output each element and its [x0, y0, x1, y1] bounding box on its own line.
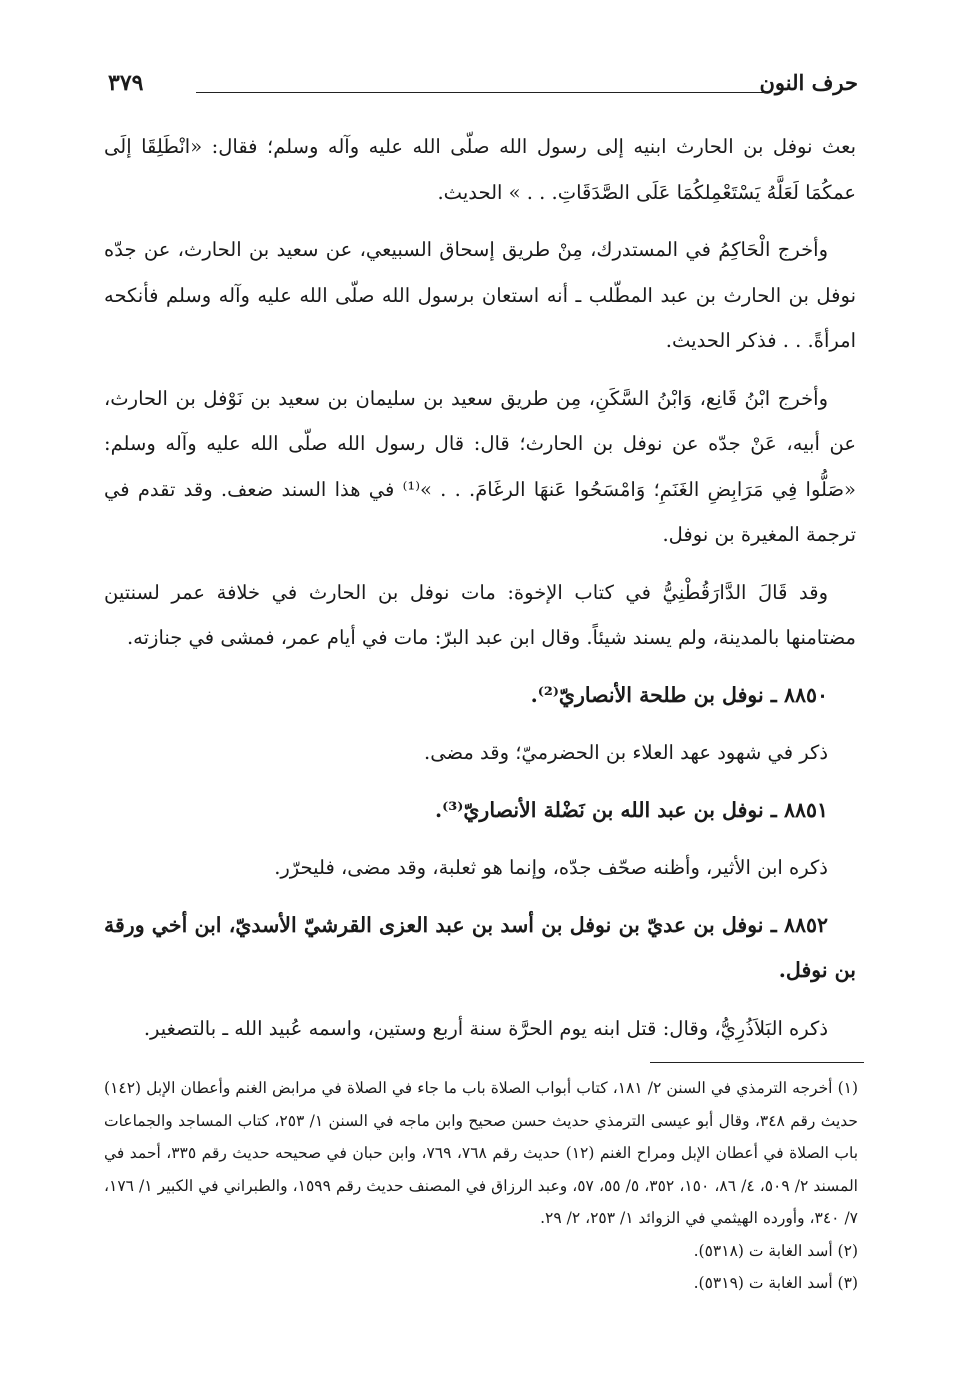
footnote: (٢) أسد الغابة ت (٥٣١٨).	[693, 1241, 858, 1260]
paragraph: ذكر في شهود عهد العلاء بن الحضرميّ؛ وقد مضى.	[424, 741, 828, 764]
paragraph: بعث نوفل بن الحارث ابنيه إلى رسول الله صلّى الله عليه وآله وسلم؛ فقال: «انْطَلِقَا إلَى عمكُمَا لَعَلَّهُ يَسْتَعْمِلكُمَا عَلَى الصَّدَقَاتِ. . . » الحديث.	[104, 135, 856, 204]
page-number: ٣٧٩	[108, 70, 144, 96]
header-rule	[196, 92, 766, 93]
page-header	[108, 70, 858, 110]
footnote: (١) أخرجه الترمذي في السنن ٢/ ١٨١، كتاب أبواب الصلاة باب ما جاء في الصلاة في مرابض الغنم وأعطان الإبل (١٤٢) حديث رقم ٣٤٨، وقال أبو عيسى الترمذي حديث حسن صحيح وابن ماجه في السنن ١/ ٢٥٣، كتاب المساجد والجماعات باب الصلاة في أعطان الإبل ومراح الغنم (١٢) حديث رقم ٧٦٨، ٧٦٩، وابن حبان في صحيحه حديث رقم ٣٣٥، أحمد في المسند ٢/ ٥٠٩، ٤/ ٨٦، ١٥٠، ٣٥٢، ٥/ ٥٥، ٥٧، وعبد الرزاق في المصنف حديث رقم ١٥٩٩، والطبراني في الكبير ١/ ١٧٦، ٧/ ٣٤٠، وأورده الهيثمي في الزوائد ١/ ٢٥٣، ٢/ ٢٩.	[104, 1079, 859, 1227]
entry-heading: ٨٨٥٠ ـ نوفل بن طلحة الأنصاريّ⁽²⁾.	[530, 682, 828, 707]
footnote-rule	[650, 1062, 864, 1063]
entry-heading: ٨٨٥٢ ـ نوفل بن عديّ بن نوفل بن أسد بن عبد العزى القرشيّ الأسديّ، ابن أخي ورقة بن نوفل.	[104, 912, 856, 982]
paragraph: ذكره ابن الأثير، وأظنه صحّف جدّه، وإنما هو ثعلبة، وقد مضى، فليحرّر.	[274, 856, 828, 879]
main-text	[104, 124, 856, 1063]
paragraph: وأخرج ابْنُ قَانِع، وَابْنُ السَّكَنِ، مِن طريق سعيد بن سليمان بن سعيد بن نَوْفل بن الحارث، عن أبيه، عَنْ جدّه عن نوفل بن الحارث؛ قال: قال رسول الله صلّى الله عليه وآله وسلم: «صَلُّوا فِي مَرَابِضِ الغَنَمِ؛ وَامْسَحُوا عَنهَا الرغَامَ. . . »⁽¹⁾ في هذا السند ضعف. وقد تقدم في ترجمة المغيرة بن نوفل.	[104, 386, 856, 546]
running-head-title: حرف النون	[759, 70, 858, 95]
footnotes	[104, 1072, 858, 1300]
footnote: (٣) أسد الغابة ت (٥٣١٩).	[693, 1274, 858, 1292]
paragraph: وأخرج الْحَاكِمُ في المستدرك، مِنْ طريق إسحاق السبيعي، عن سعيد بن الحارث، عن جدّه نوفل بن الحارث بن عبد المطّلب ـ أنه استعان برسول الله صلّى الله عليه وآله وسلم فأنكحه امرأةً. . . فذكر الحديث.	[104, 238, 856, 352]
paragraph: وقد قَالَ الدَّارَقُطْنِيُّ في كتاب الإخوة: مات نوفل بن الحارث في خلافة عمر لسنتين مضتامنها بالمدينة، ولم يسند شيئاً. وقال ابن عبد البرّ: مات في أيام عمر، فمشى في جنازته.	[104, 580, 856, 649]
paragraph: ذكره البَلاَذُرِيُّ، وقال: قتل ابنه يوم الحرَّة سنة أربع وستين، واسمه عُبيد الله ـ بالتصغير.	[143, 1016, 828, 1040]
entry-heading: ٨٨٥١ ـ نوفل بن عبد الله بن نَضْلة الأنصاريّ⁽³⁾.	[435, 797, 828, 822]
